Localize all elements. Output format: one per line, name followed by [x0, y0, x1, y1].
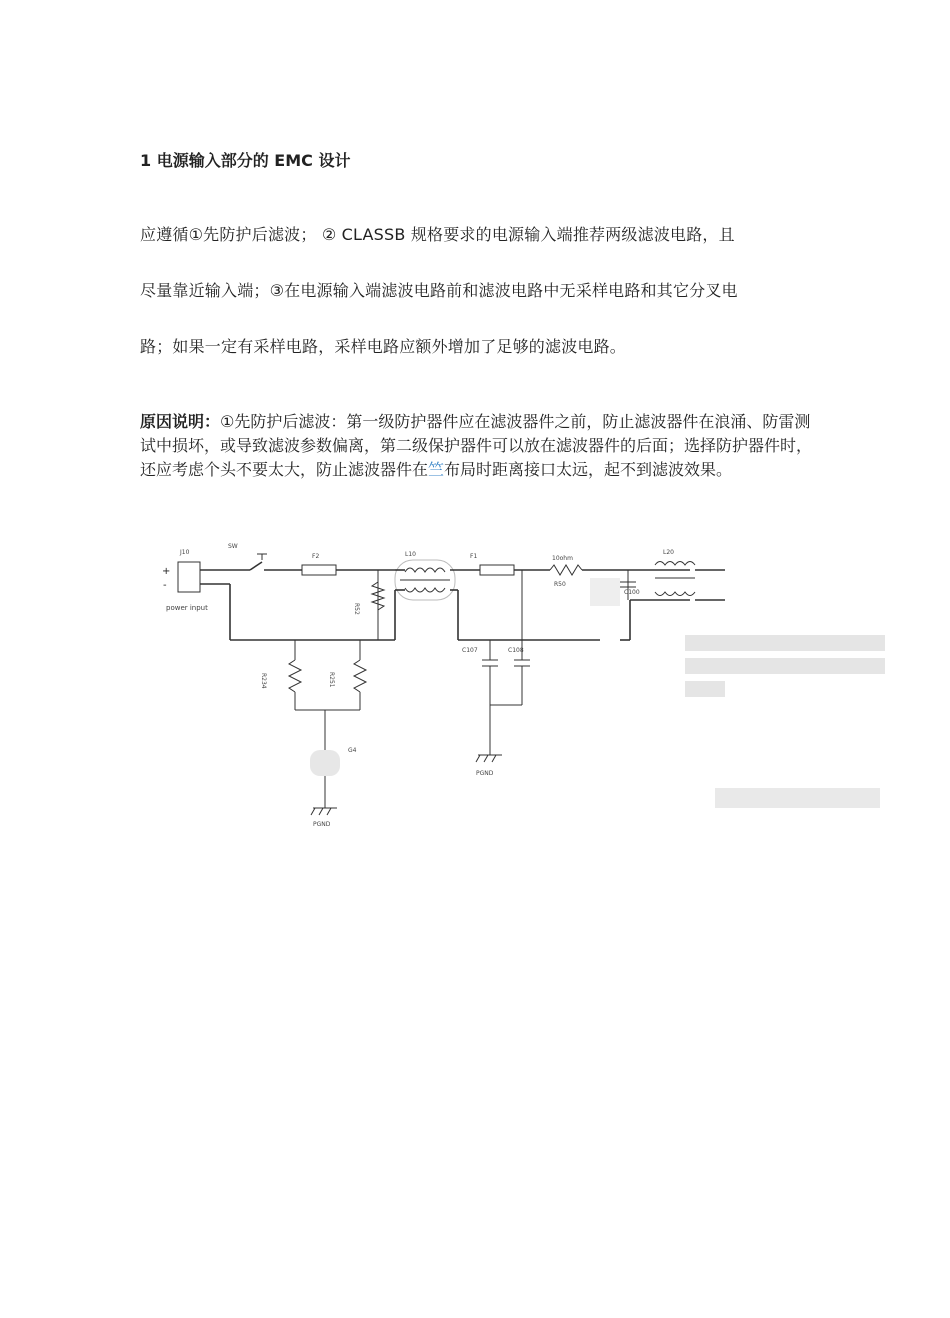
- capacitor-c108-label: C108: [508, 647, 524, 654]
- resistor-r50-value: 10ohm: [552, 555, 573, 562]
- reason-paragraph: [140, 410, 820, 482]
- resistor-r251-label: R251: [328, 672, 335, 688]
- power-input-label: power input: [166, 604, 208, 612]
- ground-1-label: PGND: [476, 770, 494, 777]
- inductor-l10-label: L10: [405, 551, 416, 558]
- inline-link[interactable]: 竺: [428, 460, 445, 479]
- section-heading: 1 电源输入部分的 EMC 设计: [140, 151, 351, 170]
- reason-label: 原因说明：: [140, 412, 221, 431]
- plus-label: +: [162, 566, 171, 577]
- paragraph-line-2: 尽量靠近输入端；③在电源输入端滤波电路前和滤波电路中无采样电路和其它分叉电: [140, 281, 738, 300]
- gas-discharge-tube-g4: [310, 750, 340, 776]
- paragraph-line-3: 路；如果一定有采样电路，采样电路应额外增加了足够的滤波电路。: [140, 337, 627, 356]
- fuse-f2-label: F2: [312, 553, 320, 560]
- capacitor-c107-label: C107: [462, 647, 478, 654]
- fuse-f1-label: F1: [470, 553, 478, 560]
- resistor-r234-label: R234: [260, 673, 267, 689]
- paragraph-line-1: 应遵循①先防护后滤波； ② CLASSB 规格要求的电源输入端推荐两级滤波电路，且: [140, 225, 735, 244]
- resistor-r50-label: R50: [554, 581, 566, 588]
- connector-label: J10: [180, 549, 190, 556]
- schematic-figure: [150, 530, 900, 830]
- resistor-r52-label: R52: [353, 603, 360, 615]
- switch-label: SW: [228, 543, 238, 550]
- inductor-l20-label: L20: [663, 549, 674, 556]
- capacitor-c100-label: C100: [624, 589, 640, 596]
- minus-label: -: [163, 580, 167, 591]
- reason-text-2: 布局时距离接口太远，起不到滤波效果。: [444, 460, 733, 479]
- ground-2-label: PGND: [313, 821, 331, 828]
- reason-text-1: ①先防护后滤波：第一级防护器件应在滤波器件之前，防止滤波器件在浪涌、防雷测试中损坏，或导致滤波参数偏离，第二级保护器件可以放在滤波器件的后面；选择防护器件时，还应考虑个头不要太大，防止滤波器件在: [140, 412, 813, 479]
- power-input-filter-schematic: [150, 530, 900, 830]
- g4-label: G4: [348, 747, 357, 754]
